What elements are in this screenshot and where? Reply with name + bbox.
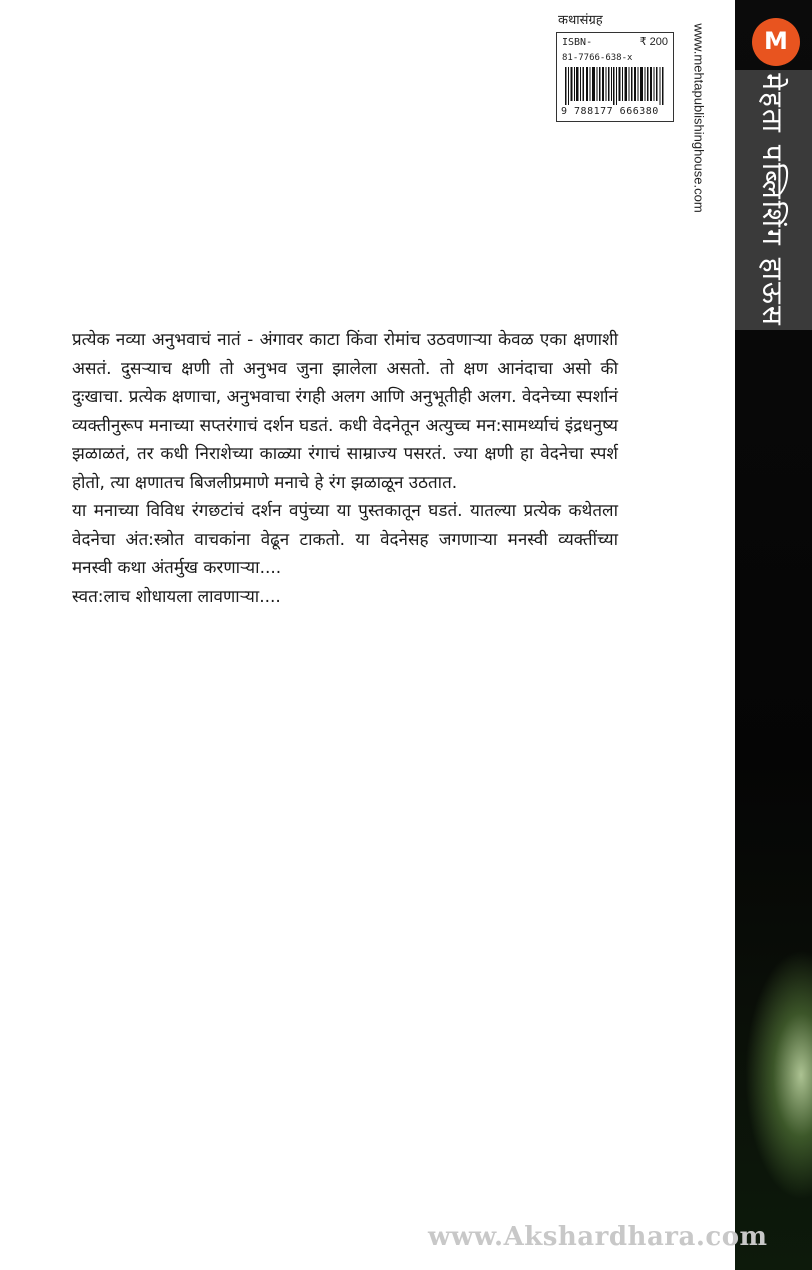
blurb-paragraph-1: प्रत्येक नव्या अनुभवाचं नातं - अंगावर काटा किंवा रोमांच उठवणाऱ्या केवळ एका क्षणाशी असतं. दुसऱ्याच क्षणी तो अनुभव जुना झालेला असतो. तो क्षण आनंदाचा असो की दुःखाचा. प्रत्येक क्षणाचा, अनुभवाचा रंगही अलग आणि अनुभूतीही अलग. वेदनेच्या स्पर्शानं व्यक्तीनुरूप मनाच्या सप्तरंगाचं दर्शन घडतं. कधी वेदनेतून अत्युच्च मन:सामर्थ्याचं इंद्रधनुष्य झळाळतं, तर कधी निराशेच्या काळ्या रंगाचं साम्राज्य पसरतं. ज्या क्षणी हा वेदनेचा स्पर्श होतो, त्या क्षणातच बिजलीप्रमाणे मनाचे हे रंग झळाळून उठतात. bbox=[72, 330, 618, 493]
publisher-name: मेहता पब्लिशिंग हाऊस bbox=[756, 73, 789, 327]
genre-label: कथासंग्रह bbox=[558, 13, 603, 28]
blurb-paragraph-2: या मनाच्या विविध रंगछटांचं दर्शन वपुंच्या या पुस्तकातून घडतं. यातल्या प्रत्येक कथेतला वेदनेचा अंत:स्त्रोत वाचकांना वेढून टाकतो. या वेदनेसह जगणाऱ्या मनस्वी व्यक्तींच्या मनस्वी कथा अंतर्मुख करणाऱ्या.... bbox=[72, 501, 618, 578]
watermark-text: www.Akshardhara.com bbox=[428, 1222, 768, 1252]
barcode-digits: 9 788177 666380 bbox=[561, 106, 659, 117]
isbn-label: ISBN- bbox=[562, 37, 593, 48]
isbn-number: 81-7766-638-x bbox=[562, 53, 633, 63]
blurb-paragraph-3: स्वत:लाच शोधायला लावणाऱ्या.... bbox=[72, 586, 281, 607]
publisher-website: www.mehtapublishinghouse.com bbox=[691, 23, 707, 213]
publisher-logo-icon bbox=[752, 18, 800, 66]
logo-glyph: M bbox=[764, 27, 788, 55]
price-label: ₹ 200 bbox=[639, 36, 668, 48]
barcode-icon bbox=[565, 67, 665, 105]
spine-green-glow bbox=[745, 950, 812, 1200]
isbn-barcode-box bbox=[556, 32, 674, 122]
back-cover-blurb bbox=[72, 326, 618, 611]
